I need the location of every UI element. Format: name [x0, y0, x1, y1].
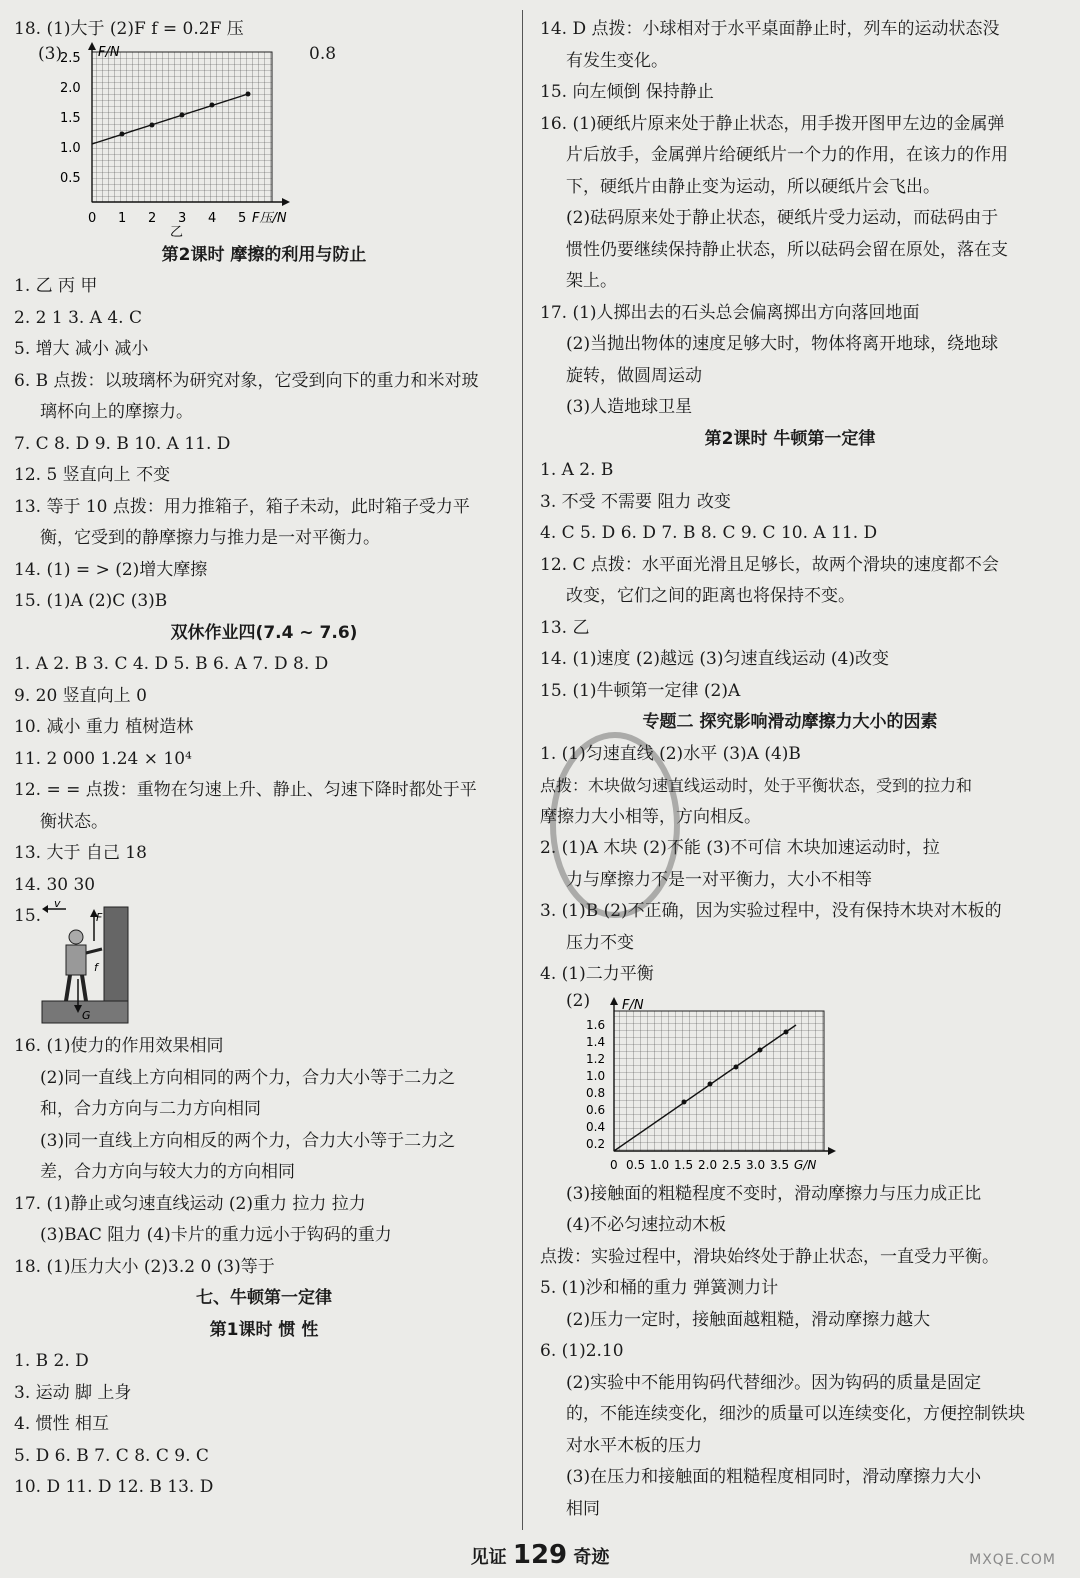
- force-f-label: F: [96, 911, 103, 924]
- answer-line: 5. (1)沙和桶的重力 弹簧测力计: [540, 1278, 779, 1298]
- y-tick: 0.5: [60, 170, 81, 186]
- answer-line: 15. (1)A (2)C (3)B: [14, 591, 168, 611]
- answer-line: 架上。: [566, 271, 617, 291]
- footer-left: 见证: [470, 1547, 507, 1568]
- answer-line: (3)同一直线上方向相反的两个力，合力大小等于二力之: [40, 1130, 456, 1151]
- force-diagram-svg: [42, 897, 152, 1031]
- answer-line: 15. (1)牛顿第一定律 (2)A: [540, 680, 741, 701]
- answer-line: 惯性仍要继续保持静止状态，所以砝码会留在原处，落在支: [566, 239, 1008, 260]
- answer-line: 衡，它受到的静摩擦力与推力是一对平衡力。: [40, 528, 380, 548]
- answer-line: 14. (1)速度 (2)越远 (3)匀速直线运动 (4)改变: [540, 649, 889, 669]
- answer-line: 5. D 6. B 7. C 8. C 9. C: [14, 1445, 209, 1466]
- person-head: [69, 930, 83, 944]
- data-point: [120, 131, 125, 136]
- data-point: [708, 1081, 713, 1086]
- x-tick: 1.5: [674, 1157, 694, 1172]
- answer-line: 4. (1)二力平衡: [540, 964, 654, 984]
- data-point: [246, 91, 251, 96]
- x-tick: 2: [148, 210, 157, 226]
- ink-stamp: [540, 725, 690, 925]
- answer-line: 点拨：实验过程中，滑块始终处于静止状态，一直受力平衡。: [540, 1246, 999, 1267]
- y-tick: 1.0: [586, 1068, 606, 1083]
- question-number: 15.: [14, 906, 42, 926]
- graph-friction-vs-weight: [540, 991, 1040, 1179]
- answer-line: 6. (1)2.10: [540, 1341, 624, 1361]
- x-tick: 0: [610, 1157, 618, 1172]
- answer-line: 6. B 点拨：以玻璃杯为研究对象，它受到向下的重力和米对玻: [14, 370, 479, 391]
- x-tick: 2.5: [722, 1157, 742, 1172]
- answer-line: (3)在压力和接触面的粗糙程度相同时，滑动摩擦力大小: [566, 1467, 982, 1487]
- answer-line: 璃杯向上的摩擦力。: [40, 402, 193, 422]
- answer-line: 3. (1)B (2)不正确，因为实验过程中，没有保持木块对木板的: [540, 901, 1002, 921]
- x-tick: 5: [238, 210, 247, 226]
- answer-line: 改变，它们之间的距离也将保持不变。: [566, 586, 855, 606]
- section-heading: 第2课时 摩擦的利用与防止: [161, 244, 367, 265]
- answer-line: 11. 2 000 1.24 × 10⁴: [14, 748, 192, 769]
- answer-line: (2)砝码原来处于静止状态，硬纸片受力运动，而砝码由于: [566, 208, 999, 228]
- answer-line: 有发生变化。: [566, 50, 668, 71]
- answer-line: 3. 不受 不需要 阻力 改变: [540, 491, 731, 512]
- graph2-svg: [584, 995, 844, 1183]
- answer-line: 片后放手，金属弹片给硬纸片一个力的作用，在该力的作用: [566, 145, 1008, 165]
- answer-line: 旋转，做圆周运动: [566, 365, 702, 386]
- answer-line: 4. 惯性 相互: [14, 1414, 110, 1434]
- answer-line: 4. C 5. D 6. D 7. B 8. C 9. C 10. A 11. D: [540, 523, 878, 543]
- page-number: 129: [512, 1540, 568, 1570]
- answer-line: (3)接触面的粗糙程度不变时，滑动摩擦力与压力成正比: [566, 1183, 982, 1204]
- velocity-label: v: [54, 897, 61, 910]
- answer-line: 下，硬纸片由静止变为运动，所以硬纸片会飞出。: [566, 176, 940, 197]
- left-column: [14, 14, 514, 1504]
- x-tick: 1.0: [650, 1157, 670, 1172]
- answer-line: 和，合力方向与二力方向相同: [40, 1099, 261, 1119]
- answer-line: 差，合力方向与较大力的方向相同: [40, 1162, 295, 1182]
- data-point: [150, 122, 155, 127]
- answer-line: (3)人造地球卫星: [566, 397, 693, 417]
- answer-line: 16. (1)硬纸片原来处于静止状态，用手拨开图甲左边的金属弹: [540, 113, 1005, 134]
- answer-line: 17. (1)人掷出去的石头总会偏离掷出方向落回地面: [540, 302, 920, 323]
- answer-line: 9. 20 竖直向上 0: [14, 685, 147, 706]
- section-heading: 第1课时 惯 性: [209, 1319, 319, 1340]
- data-point: [682, 1099, 687, 1104]
- answer-line: 14. 30 30: [14, 874, 96, 895]
- answer-line: 13. 乙: [540, 617, 590, 638]
- y-tick: 2.0: [60, 80, 81, 96]
- y-tick: 0.4: [586, 1119, 606, 1134]
- answer-line: 的，不能连续变化，细沙的质量可以连续变化，方便控制铁块: [566, 1404, 1025, 1424]
- answer-line: 17. (1)静止或匀速直线运动 (2)重力 拉力 拉力: [14, 1193, 366, 1214]
- answer-line: 12. C 点拨：水平面光滑且足够长，故两个滑块的速度都不会: [540, 554, 999, 575]
- y-tick: 1.6: [586, 1017, 606, 1032]
- data-point: [210, 102, 215, 107]
- chapter-heading: 七、牛顿第一定律: [196, 1288, 332, 1308]
- answer-line: 14. D 点拨：小球相对于水平桌面静止时，列车的运动状态没: [540, 19, 1000, 39]
- data-point: [734, 1064, 739, 1069]
- answer-line: 对水平木板的压力: [566, 1435, 702, 1456]
- graph1-svg: [60, 43, 360, 240]
- answer-line: (2)当抛出物体的速度足够大时，物体将离开地球，绕地球: [566, 334, 999, 354]
- answer-line: 衡状态。: [40, 811, 108, 832]
- graph-answer: 0.8: [309, 43, 337, 64]
- answer-line: (2)压力一定时，接触面越粗糙，滑动摩擦力越大: [566, 1309, 931, 1330]
- answer-line: 相同: [566, 1498, 600, 1519]
- data-point: [784, 1029, 789, 1034]
- y-tick: 1.5: [60, 110, 81, 126]
- answer-line: 7. C 8. D 9. B 10. A 11. D: [14, 433, 231, 454]
- gravity-label: G: [82, 1009, 91, 1022]
- answer-line: 10. D 11. D 12. B 13. D: [14, 1477, 214, 1497]
- answer-line: 点拨：木块做匀速直线运动时，处于平衡状态，受到的拉力和: [540, 776, 973, 795]
- y-tick: 1.4: [586, 1034, 606, 1049]
- answer-line: 12. = = 点拨：重物在匀速上升、静止、匀速下降时都处于平: [14, 780, 477, 800]
- answer-line: (2)实验中不能用钩码代替细沙。因为钩码的质量是固定: [566, 1372, 982, 1393]
- answer-line: (4)不必匀速拉动木板: [566, 1215, 727, 1235]
- y-tick: 0.6: [586, 1102, 606, 1117]
- y-tick: 0.2: [586, 1136, 606, 1151]
- data-point: [180, 112, 185, 117]
- watermark-text: MXQE.COM: [969, 1552, 1056, 1568]
- answer-line: 18. (1)大于 (2)F f = 0.2F 压: [14, 19, 244, 39]
- answer-line: (3)BAC 阻力 (4)卡片的重力远小于钩码的重力: [40, 1225, 392, 1245]
- answer-line: (2)同一直线上方向相同的两个力，合力大小等于二力之: [40, 1067, 456, 1088]
- answer-line: 13. 等于 10 点拨：用力推箱子，箱子未动，此时箱子受力平: [14, 496, 470, 517]
- answer-line: 5. 增大 减小 减小: [14, 339, 149, 359]
- answer-line: 1. A 2. B 3. C 4. D 5. B 6. A 7. D 8. D: [14, 654, 329, 674]
- answer-line: 2. (1)A 木块 (2)不能 (3)不可信 木块加速运动时，拉: [540, 838, 940, 858]
- data-point: [758, 1047, 763, 1052]
- y-axis-label: F/N: [622, 997, 644, 1013]
- answer-line: 3. 运动 脚 上身: [14, 1382, 132, 1403]
- y-tick: 1.0: [60, 140, 81, 156]
- answer-line: 15. 向左倾倒 保持静止: [540, 82, 714, 102]
- graph-label: (2): [566, 990, 591, 1011]
- y-axis-label: F/N: [98, 44, 120, 60]
- x-tick: 3.5: [770, 1157, 790, 1172]
- column-divider: [522, 10, 523, 1530]
- graph-label: (3): [38, 43, 63, 64]
- answer-line: 摩擦力大小相等，方向相反。: [540, 806, 761, 827]
- answer-line: 1. A 2. B: [540, 460, 614, 480]
- answer-line: 14. (1) = > (2)增大摩擦: [14, 559, 208, 580]
- x-axis-label: F压/N: [252, 210, 287, 226]
- x-tick: 3: [178, 210, 187, 226]
- x-tick: 0.5: [626, 1157, 646, 1172]
- answer-line: 12. 5 竖直向上 不变: [14, 465, 171, 485]
- section-heading: 专题二 探究影响滑动摩擦力大小的因素: [642, 712, 938, 732]
- x-tick: 2.0: [698, 1157, 718, 1172]
- y-tick: 0.8: [586, 1085, 606, 1100]
- answer-line: 10. 减小 重力 植树造林: [14, 717, 194, 737]
- x-tick: 1: [118, 210, 127, 226]
- x-tick: 4: [208, 210, 217, 226]
- y-tick: 1.2: [586, 1051, 606, 1066]
- answer-line: 力与摩擦力不是一对平衡力，大小不相等: [566, 869, 872, 890]
- answer-line: 1. (1)匀速直线 (2)水平 (3)A (4)B: [540, 743, 801, 764]
- section-heading: 第2课时 牛顿第一定律: [704, 428, 876, 449]
- graph-friction-vs-pressure: [14, 43, 514, 240]
- x-tick: 3.0: [746, 1157, 766, 1172]
- watermark: [882, 1514, 1072, 1574]
- figure-climber-force: [14, 897, 514, 1031]
- answer-line: 1. 乙 丙 甲: [14, 276, 98, 296]
- graph-caption: 乙: [170, 224, 184, 240]
- footer-right: 奇迹: [573, 1547, 610, 1568]
- answer-line: 1. B 2. D: [14, 1351, 89, 1371]
- x-tick: 0: [88, 210, 97, 226]
- answer-line: 13. 大于 自己 18: [14, 843, 147, 863]
- section-heading: 双休作业四(7.4 ~ 7.6): [170, 622, 358, 643]
- person-body: [66, 945, 86, 975]
- answer-line: 16. (1)使力的作用效果相同: [14, 1036, 224, 1056]
- answer-line: 2. 2 1 3. A 4. C: [14, 307, 142, 328]
- x-axis-label: G/N: [794, 1157, 817, 1172]
- answer-line: 18. (1)压力大小 (2)3.2 0 (3)等于: [14, 1256, 275, 1277]
- friction-label: f: [94, 961, 98, 974]
- y-tick: 2.5: [60, 50, 81, 66]
- answer-line: 压力不变: [566, 932, 634, 953]
